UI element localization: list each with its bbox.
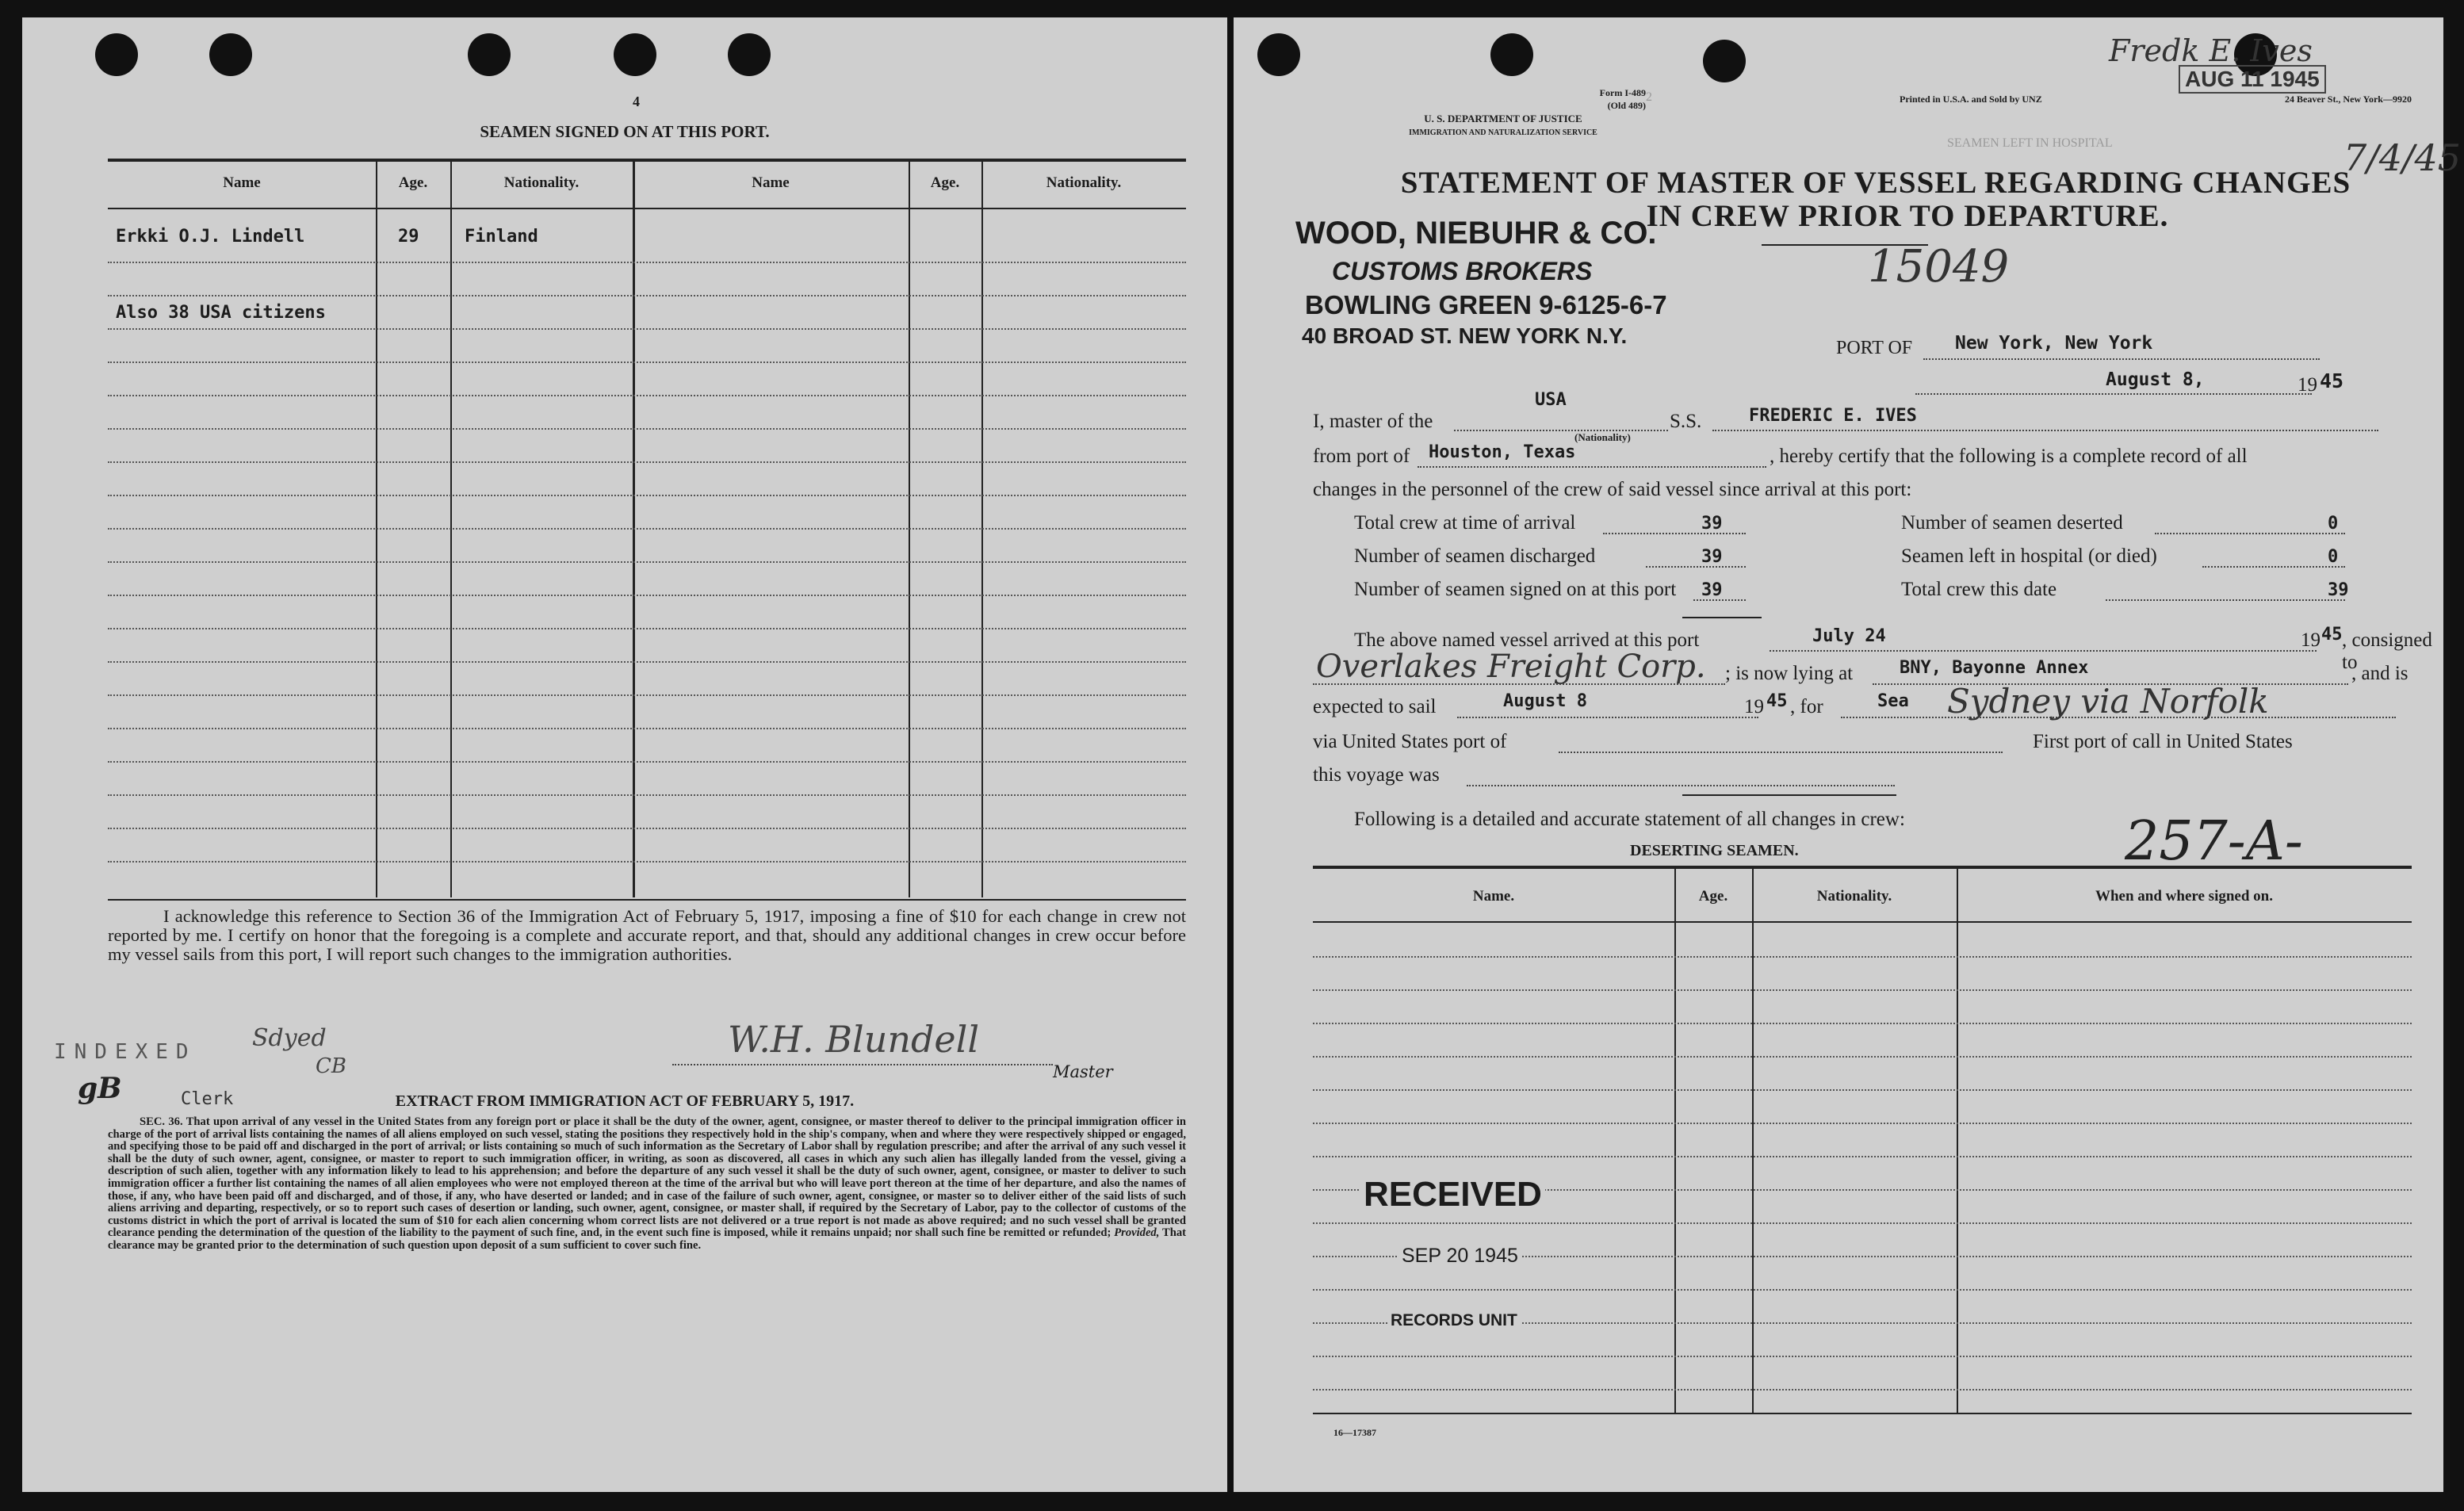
col-signed-on: When and where signed on. <box>2095 888 2273 905</box>
sail-date: August 8 <box>1503 691 1587 711</box>
page-number: 4 <box>633 94 640 109</box>
clerk-initials: gB <box>78 1072 122 1105</box>
nationality-label: (Nationality) <box>1574 431 1631 443</box>
nationality-value: USA <box>1535 390 1567 410</box>
table-row-age: 29 <box>398 227 419 247</box>
form-old: (Old 489) <box>1607 100 1646 111</box>
date-value: August 8, <box>2106 369 2205 390</box>
year-prefix: 19 <box>2298 374 2317 396</box>
consigned-label: , consigned to <box>2342 629 2432 673</box>
clerk-label: Clerk <box>181 1089 234 1109</box>
table-row: Also 38 USA citizens <box>116 303 326 323</box>
stat-value: 39 <box>1701 547 1723 567</box>
punch-hole <box>1703 40 1746 82</box>
table-row: Erkki O.J. Lindell <box>116 227 305 247</box>
sail-year-prefix: 19 <box>1744 696 1764 717</box>
footer-code: 16—17387 <box>1333 1427 1376 1438</box>
arrived-value: July 24 <box>1812 626 1886 646</box>
extract-text: SEC. 36. That upon arrival of any vessel in the United States from any foreign port or place it shall be the duty of the owner, agent, consignee, or master thereof to deliver to the principal immigration officer in charge of the port of arrival lists containing the names of all aliens employed on such vessel, stating the positions they respectively hold in the ship's company, when and where they were respectively shipped or engaged, and specifying those to be paid off and discharged in the port of arrival; or lists containing so much of such information as the Secretary of Labor shall by regulation prescribe; and after the arrival of any such vessel it shall be the duty of such owner, agent, consignee, or master to report to such immigration officer, in writing, as soon as discovered, all cases in which any such alien has illegally landed from the vessel, giving a description of such alien, together with any information likely to lead to his apprehension; and before the departure of any such vessel it shall be the duty of such owner, agent, consignee, or master to deliver to such immigration officer a further list containing the names of all alien employees who were not employed thereon at the time of the arrival but who will leave port thereon at the time of her departure, and also the names of those, if any, who have been paid off and discharged, and of those, if any, who have deserted or landed; and in case of the failure of such owner, agent, consignee, or master so to deliver either of the said lists of such aliens arriving and departing, respectively, or so to report such cases of desertion or landing, such owner, agent, consignee, or master shall, if required by the Secretary of Labor, pay to the collector of customs of the customs district in which the port of arrival is located the sum of $10 for each alien concerning whom correct lists are not delivered or a true report is not made as above required; and no such vessel shall be granted clearance pending the determination of the question of the liability to the payment of such fine, and, in the event such fine is imposed, while it remains unpaid; nor shall such fine be remitted or refunded; Provided, That clearance may be granted prior to the determination of such question upon deposit of a sum sufficient to cover such fine. <box>108 1115 1186 1252</box>
punch-hole <box>209 33 252 76</box>
broker-stamp: WOOD, NIEBUHR & CO. <box>1295 216 1657 251</box>
department: U. S. DEPARTMENT OF JUSTICE <box>1424 113 1582 124</box>
right-form-page <box>1234 17 2462 1492</box>
from-port-value: Houston, Texas <box>1429 442 1576 462</box>
first-port-label: First port of call in United States <box>2033 731 2293 752</box>
stat-label: Number of seamen deserted <box>1901 512 2123 534</box>
punch-hole <box>95 33 138 76</box>
col-age: Age. <box>1698 888 1728 905</box>
handwritten-note: Sdyed <box>252 1024 327 1052</box>
punch-hole <box>1257 33 1300 76</box>
form-title-line-2: IN CREW PRIOR TO DEPARTURE. <box>1646 199 2169 233</box>
broker-stamp-line-3: BOWLING GREEN 9-6125-6-7 <box>1305 290 1667 319</box>
master-of-label: I, master of the <box>1313 411 1433 432</box>
broker-stamp-line-4: 40 BROAD ST. NEW YORK N.Y. <box>1302 323 1628 348</box>
stat-label: Total crew this date <box>1901 579 2057 600</box>
lying-value: BNY, Bayonne Annex <box>1900 658 2089 678</box>
punch-hole <box>728 33 771 76</box>
col-name: Name <box>223 174 261 191</box>
service: IMMIGRATION AND NATURALIZATION SERVICE <box>1409 128 1597 137</box>
and-is: , and is <box>2351 663 2409 684</box>
stat-value: 0 <box>2328 547 2339 567</box>
acknowledgement-text: I acknowledge this reference to Section 36 of the Immigration Act of February 5, 1917, imposing a fine of $10 for each change in crew not reported by me. I certify on honor that the foregoing is a complete and accurate report, and that, should any additional changes in crew occur before my vessel sails from this port, I will report such changes to the immigration authorities. <box>108 906 1186 964</box>
vessel-value: FREDERIC E. IVES <box>1749 406 1917 426</box>
master-signature: W.H. Blundell <box>728 1018 980 1061</box>
table-row-nationality: Finland <box>465 227 538 247</box>
for-label: , for <box>1790 696 1823 717</box>
stat-value: 39 <box>2328 580 2349 600</box>
arrived-year: 45 <box>2321 625 2343 645</box>
col-nationality: Nationality. <box>1816 888 1892 905</box>
port-value: New York, New York <box>1955 333 2153 354</box>
stat-value: 39 <box>1701 514 1723 534</box>
received-date: SEP 20 1945 <box>1398 1245 1521 1268</box>
handwritten-date: 7/4/45 <box>2343 136 2462 179</box>
broker-stamp-line-2: CUSTOMS BROKERS <box>1332 257 1593 285</box>
following-text: Following is a detailed and accurate statement of all changes in crew: <box>1354 809 1905 830</box>
col-name-2: Name <box>752 174 790 191</box>
stat-label: Number of seamen discharged <box>1354 545 1596 567</box>
handwritten-number: 15049 <box>1868 241 2010 293</box>
col-name: Name. <box>1472 888 1515 905</box>
punch-hole <box>614 33 656 76</box>
extract-title: EXTRACT FROM IMMIGRATION ACT OF FEBRUARY 5, 1917. <box>395 1092 855 1110</box>
certify-text: , hereby certify that the following is a complete record of all <box>1770 446 2248 467</box>
arrived-year-prefix: 19 <box>2301 629 2321 651</box>
handwritten-note: CB <box>316 1054 346 1078</box>
punch-hole <box>1490 33 1533 76</box>
records-unit: RECORDS UNIT <box>1387 1311 1521 1330</box>
deserting-title: DESERTING SEAMEN. <box>1630 842 1799 859</box>
handwritten-name: Fredk E. Ives <box>2109 33 2313 68</box>
received-stamp: RECEIVED <box>1360 1175 1545 1215</box>
col-nationality: Nationality. <box>503 174 580 191</box>
form-number: Form I-489 <box>1599 87 1646 98</box>
changes-text: changes in the personnel of the crew of said vessel since arrival at this port: <box>1313 479 1912 500</box>
master-label: Master <box>1053 1062 1113 1081</box>
ghost-page-number: 2 <box>1646 90 1652 104</box>
stat-label: Seamen left in hospital (or died) <box>1901 545 2157 567</box>
indexed-stamp: INDEXED <box>54 1040 197 1064</box>
stat-value: 0 <box>2328 514 2339 534</box>
stat-label: Number of seamen signed on at this port <box>1354 579 1677 600</box>
voyage-label: this voyage was <box>1313 764 1440 786</box>
date-stamp: AUG 11 1945 <box>2179 65 2326 94</box>
from-port-label: from port of <box>1313 446 1410 467</box>
port-label: PORT OF <box>1836 338 1913 358</box>
stat-value: 39 <box>1701 580 1723 600</box>
ss-label: S.S. <box>1670 411 1702 432</box>
printer-address: 24 Beaver St., New York—9920 <box>2285 94 2412 105</box>
destination-handwritten: Sydney via Norfolk <box>1947 682 2269 721</box>
handwritten-code: 257-A- <box>2125 810 2303 873</box>
left-form-page <box>22 17 1227 1492</box>
col-age-2: Age. <box>930 174 960 191</box>
stat-label: Total crew at time of arrival <box>1354 512 1576 534</box>
sail-year: 45 <box>1766 691 1788 711</box>
col-nationality-2: Nationality. <box>1046 174 1122 191</box>
expected-label: expected to sail <box>1313 696 1437 717</box>
via-label: via United States port of <box>1313 731 1507 752</box>
printer-note: Printed in U.S.A. and Sold by UNZ <box>1900 94 2042 105</box>
for-value: Sea <box>1877 691 1909 711</box>
form-title: STATEMENT OF MASTER OF VESSEL REGARDING CHANGES <box>1400 166 2351 200</box>
section-title: SEAMEN SIGNED ON AT THIS PORT. <box>480 122 770 141</box>
col-age: Age. <box>398 174 428 191</box>
punch-hole <box>468 33 511 76</box>
arrived-label: The above named vessel arrived at this port <box>1354 629 1700 651</box>
year-value: 45 <box>2320 369 2344 392</box>
ghost-header: SEAMEN LEFT IN HOSPITAL <box>1947 136 2113 150</box>
consignee-value: Overlakes Freight Corp. <box>1316 648 1706 685</box>
lying-label: ; is now lying at <box>1725 663 1854 684</box>
